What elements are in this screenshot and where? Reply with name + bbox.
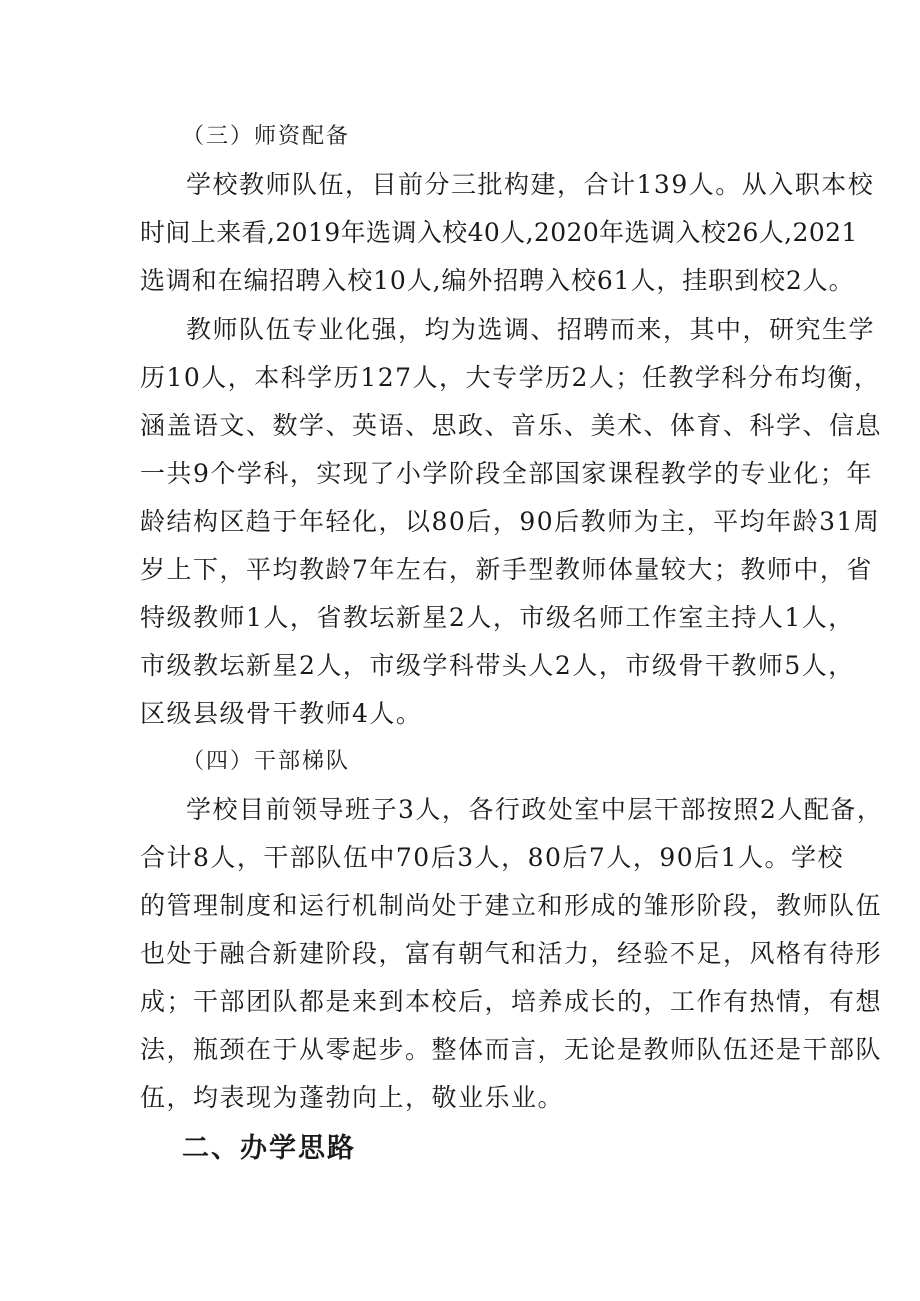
paragraph-line: 的管理制度和运行机制尚处于建立和形成的雏形阶段，教师队伍 (140, 891, 883, 920)
section-heading-cadres: （四）干部梯队 (182, 749, 351, 774)
paragraph-line: 特级教师1人，省教坛新星2人，市级名师工作室主持人1人， (140, 603, 855, 632)
paragraph-line: 学校目前领导班子3人，各行政处室中层干部按照2人配备， (186, 795, 884, 824)
paragraph-line: 龄结构区趋于年轻化，以80后，90后教师为主，平均年龄31周 (140, 507, 881, 536)
paragraph-line: 涵盖语文、数学、英语、思政、音乐、美术、体育、科学、信息 (140, 411, 883, 440)
paragraph-line: 学校教师队伍，目前分三批构建，合计139人。从入职本校 (186, 170, 875, 199)
paragraph-line: 成；干部团队都是来到本校后，培养成长的，工作有热情，有想 (140, 987, 883, 1016)
section-heading-teachers: （三）师资配备 (182, 124, 351, 149)
paragraph-line: 时间上来看,2019年选调入校40人,2020年选调入校26人,2021 (140, 218, 858, 247)
paragraph-line: 市级教坛新星2人，市级学科带头人2人，市级骨干教师5人， (140, 651, 855, 680)
paragraph-line: 历10人，本科学历127人，大专学历2人；任教学科分布均衡， (140, 363, 881, 392)
paragraph-line: 也处于融合新建阶段，富有朝气和活力，经验不足，风格有待形 (140, 939, 883, 968)
paragraph-line: 区级县级骨干教师4人。 (140, 699, 423, 728)
paragraph-line: 教师队伍专业化强，均为选调、招聘而来，其中，研究生学 (186, 315, 876, 344)
paragraph-line: 岁上下，平均教龄7年左右，新手型教师体量较大；教师中，省 (140, 555, 873, 584)
paragraph-line: 一共9个学科，实现了小学阶段全部国家课程教学的专业化；年 (140, 459, 873, 488)
paragraph-line: 合计8人，干部队伍中70后3人，80后7人，90后1人。学校 (140, 843, 845, 872)
paragraph-line: 法，瓶颈在于从零起步。整体而言，无论是教师队伍还是干部队 (140, 1035, 883, 1064)
chapter-heading-school-philosophy: 二、办学思路 (182, 1133, 356, 1164)
paragraph-line: 选调和在编招聘入校10人,编外招聘入校61人，挂职到校2人。 (140, 266, 855, 295)
paragraph-line: 伍，均表现为蓬勃向上，敬业乐业。 (140, 1083, 565, 1112)
